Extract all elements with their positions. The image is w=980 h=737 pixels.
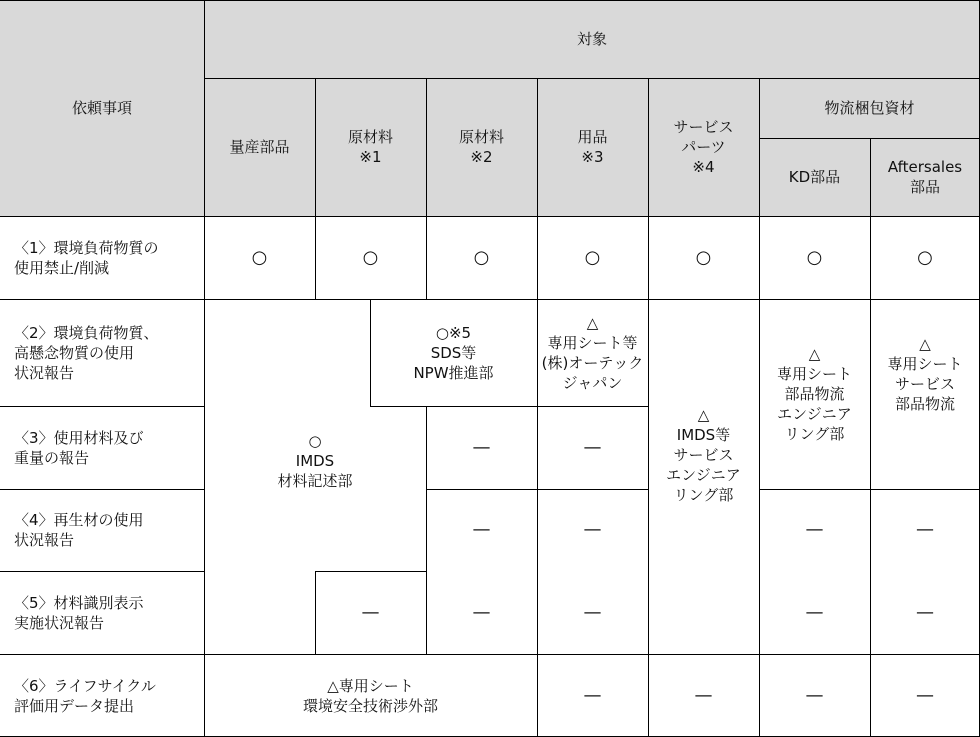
row-label-4: 〈4〉再生材の使用 状況報告 xyxy=(14,511,144,549)
r5-raw2-dash: — xyxy=(472,601,491,623)
row-label-5: 〈5〉材料識別表示 実施状況報告 xyxy=(14,593,144,632)
border-v-315-a xyxy=(315,78,316,299)
header-supplies-3: 用品 ※3 xyxy=(537,78,648,216)
cell-sds-npw: ○※5 SDS等 NPW推進部 xyxy=(413,323,494,382)
header-mass-parts: 量産部品 xyxy=(204,78,315,216)
r4-supplies-dash: — xyxy=(583,519,602,540)
border-h-299 xyxy=(0,299,980,300)
r1-service-circle: ○ xyxy=(695,246,712,268)
row-label-2: 〈2〉環境負荷物質、 高懸念物質の使用 状況報告 xyxy=(14,323,159,382)
border-v-870-a xyxy=(870,138,871,299)
r5-supplies-dash: — xyxy=(583,601,602,623)
border-v-204 xyxy=(204,0,205,737)
border-v-426-b xyxy=(426,406,427,654)
border-h-571-a xyxy=(0,571,204,572)
border-v-370 xyxy=(370,299,371,406)
r1-raw1-circle: ○ xyxy=(362,246,379,268)
header-aftersales-parts: Aftersales 部品 xyxy=(870,138,980,216)
r1-aftersales-circle: ○ xyxy=(917,246,933,268)
row-label-3: 〈3〉使用材料及び 重量の報告 xyxy=(14,428,144,467)
r4-raw2-dash: — xyxy=(472,519,491,540)
cell-auteck-japan: △ 専用シート等 (株)オーテック ジャパン xyxy=(541,313,644,392)
r5-kd-dash: — xyxy=(805,601,824,623)
row-label-1: 〈1〉環境負荷物質の 使用禁止/削減 xyxy=(14,238,159,277)
border-h-406-b xyxy=(370,406,648,407)
cell-lca-env-safety: △専用シート 環境安全技術渉外部 xyxy=(302,676,438,715)
r1-raw2-circle: ○ xyxy=(473,246,490,268)
row-label-6: 〈6〉ライフサイクル 評価用データ提出 xyxy=(14,676,156,715)
r6-aftersales-dash: — xyxy=(916,684,934,706)
border-h-489-a xyxy=(0,489,204,490)
border-v-537 xyxy=(537,78,538,737)
cell-kd-logistics: △ 専用シート 部品物流 エンジニア リング部 xyxy=(776,345,852,443)
r1-supplies-circle: ○ xyxy=(584,246,601,268)
header-request-items: 依頼事項 xyxy=(0,0,204,216)
r1-kd-circle: ○ xyxy=(806,246,823,268)
r5-aftersales-dash: — xyxy=(916,601,934,623)
header-kd-parts: KD部品 xyxy=(759,138,870,216)
border-v-870-b xyxy=(870,299,871,737)
border-h-571-b xyxy=(315,571,426,572)
header-logistics-packaging: 物流梱包資材 xyxy=(759,78,980,138)
r1-mass-parts-circle: ○ xyxy=(251,246,268,268)
cell-service-engineering: △ IMDS等 サービス エンジニア リング部 xyxy=(666,406,741,504)
r6-supplies-dash: — xyxy=(583,684,602,706)
border-h-654 xyxy=(0,654,980,655)
r4-aftersales-dash: — xyxy=(916,519,934,540)
r4-kd-dash: — xyxy=(805,519,824,540)
r3-supplies-dash: — xyxy=(583,436,602,458)
border-v-759 xyxy=(759,78,760,737)
r5-raw1-dash: — xyxy=(361,601,380,623)
r3-raw2-dash: — xyxy=(472,436,491,458)
border-h-216 xyxy=(0,216,980,217)
border-h-406-a xyxy=(0,406,204,407)
header-raw-material-1: 原材料 ※1 xyxy=(315,78,426,216)
r6-service-dash: — xyxy=(694,684,713,706)
border-top xyxy=(0,0,980,1)
border-v-648 xyxy=(648,78,649,737)
border-v-315-b xyxy=(315,571,316,654)
border-h-78 xyxy=(204,78,980,79)
cell-aftersales-logistics: △ 専用シート サービス 部品物流 xyxy=(887,335,963,413)
header-service-parts-4: サービス パーツ ※4 xyxy=(648,78,759,216)
header-raw-material-2: 原材料 ※2 xyxy=(426,78,537,216)
border-v-426-a xyxy=(426,78,427,299)
cell-imds-material: ○ IMDS 材料記述部 xyxy=(277,432,353,490)
header-target: 対象 xyxy=(204,0,980,78)
r6-kd-dash: — xyxy=(805,684,824,706)
